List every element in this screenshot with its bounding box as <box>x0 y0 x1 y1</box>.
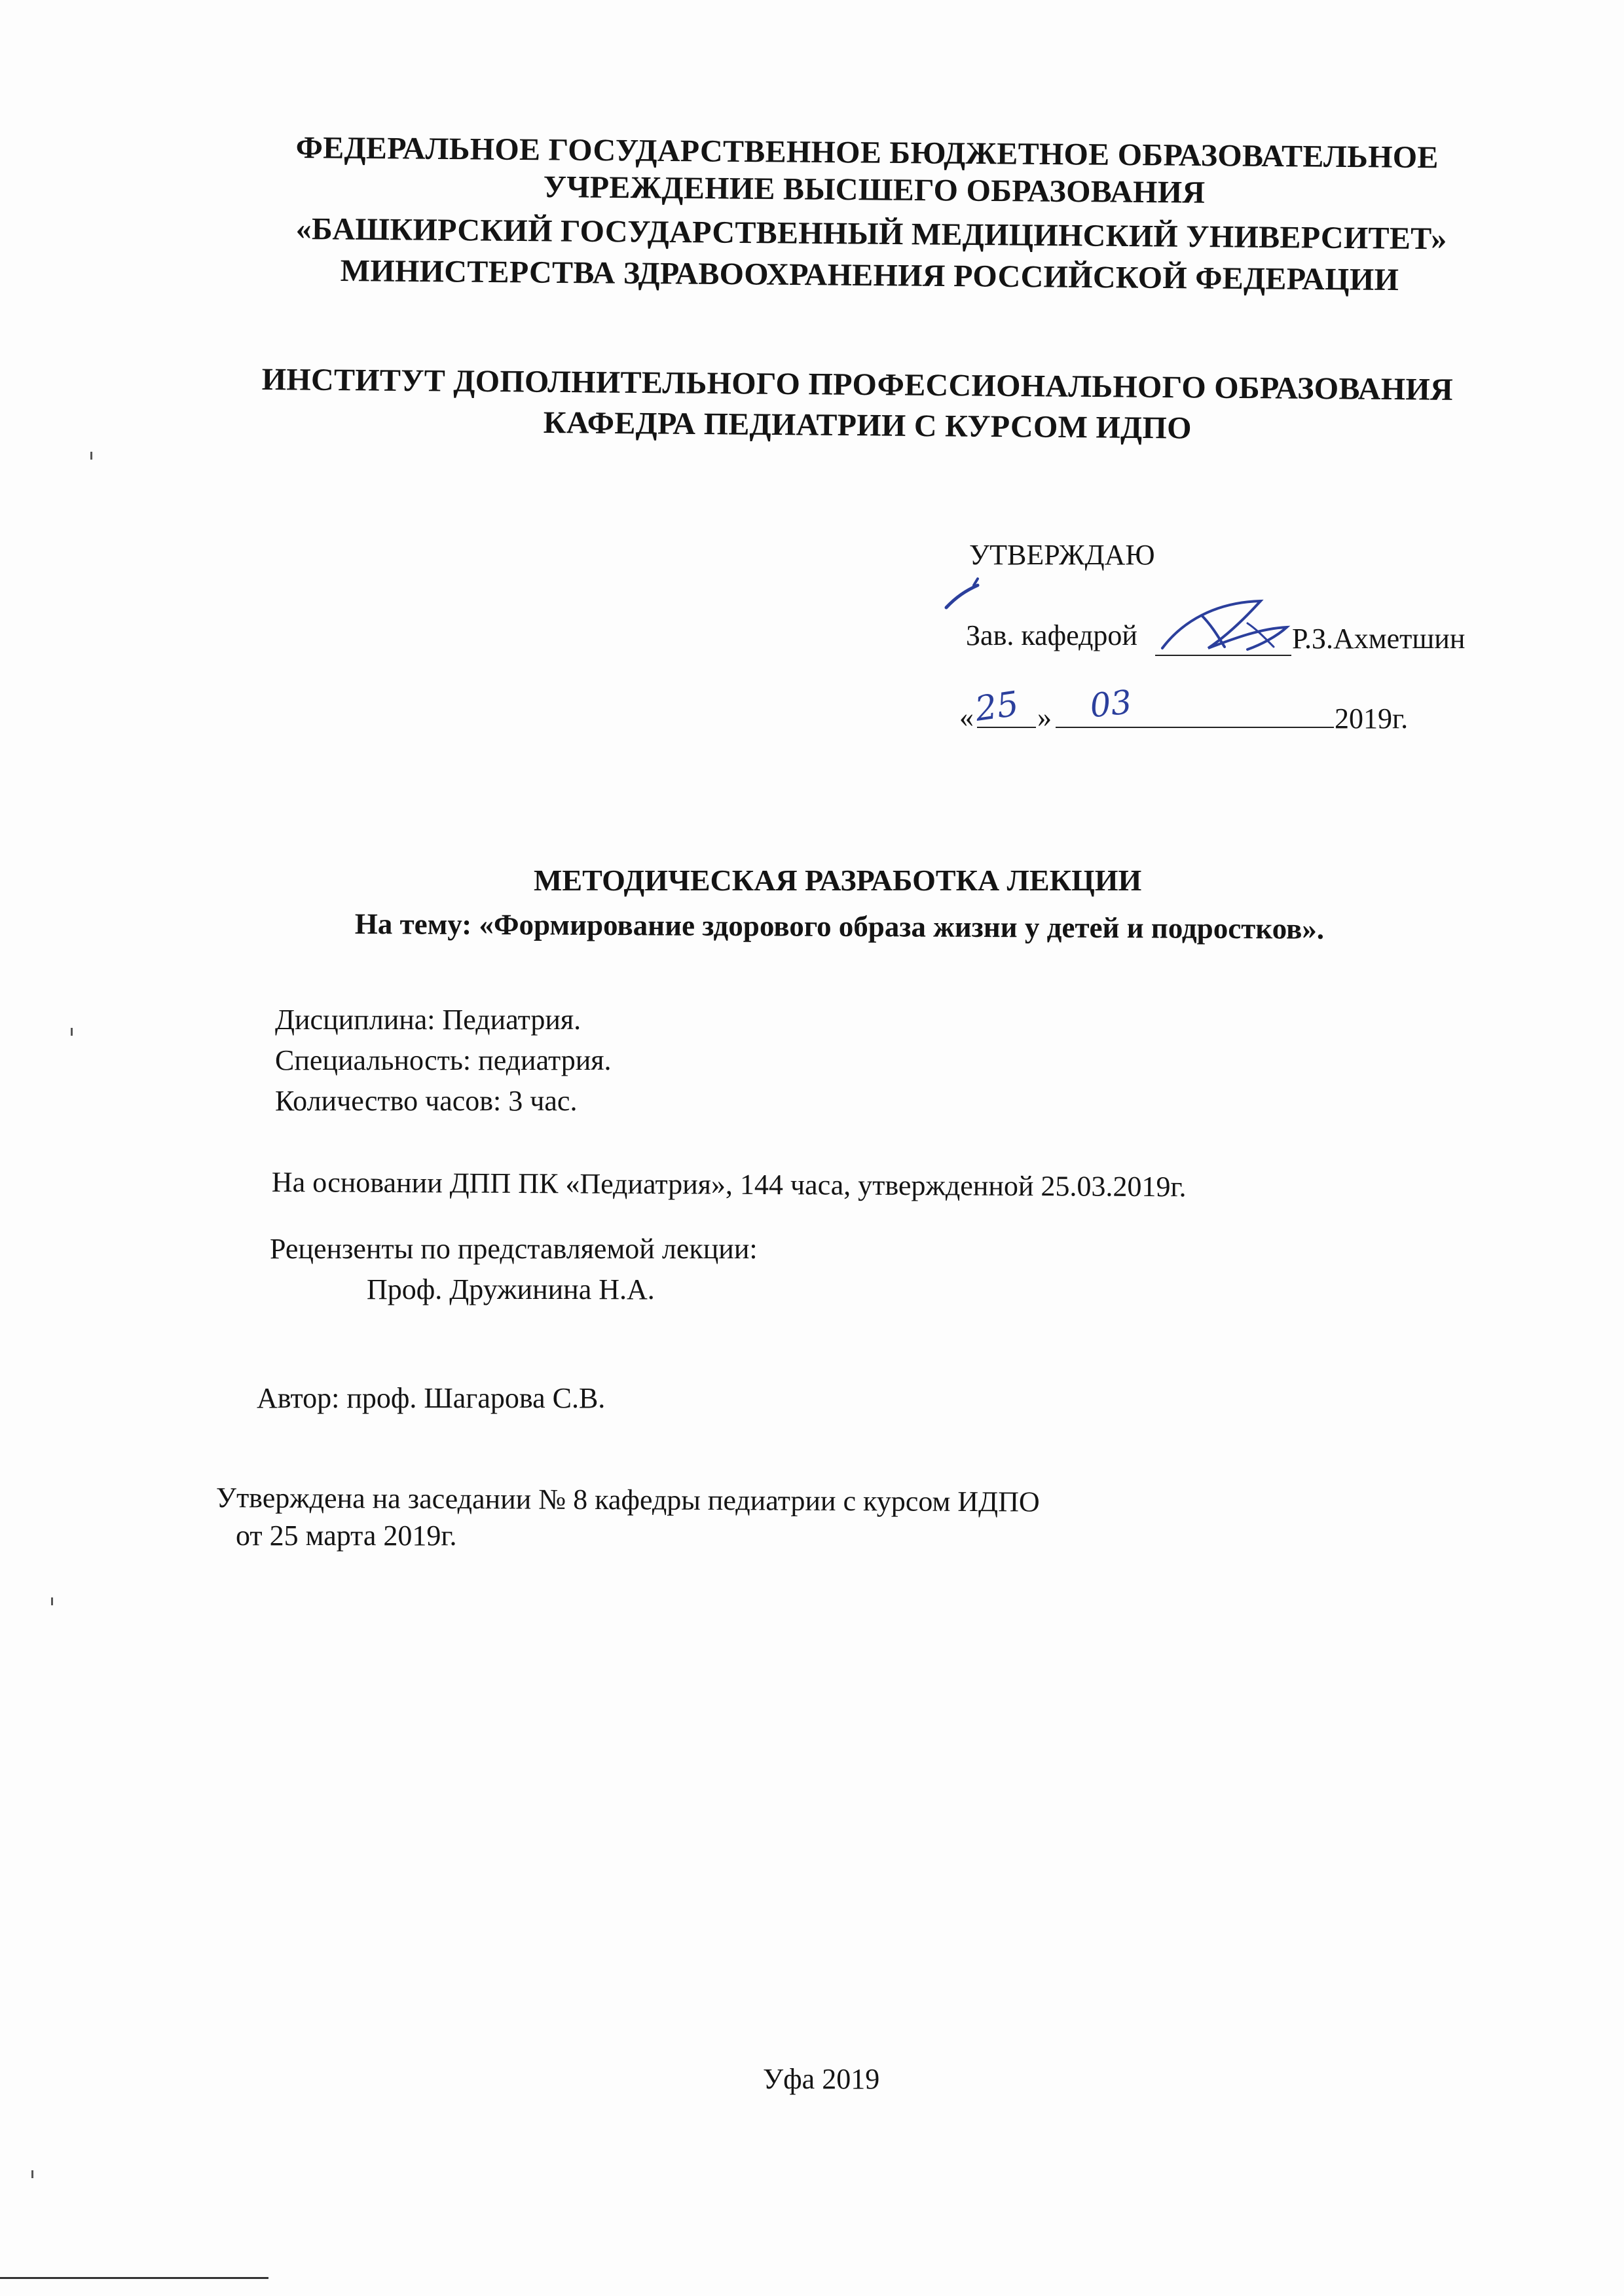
reviewers-label: Рецензенты по представляемой лекции: <box>270 1233 758 1265</box>
approved-line-2: от 25 марта 2019г. <box>236 1520 457 1552</box>
header-line-4: МИНИСТЕРСТВА ЗДРАВООХРАНЕНИЯ РОССИЙСКОЙ ФЕДЕРАЦИИ <box>340 253 1399 298</box>
handwritten-date <box>969 678 1166 730</box>
header-line-3: «БАШКИРСКИЙ ГОСУДАРСТВЕННЫЙ МЕДИЦИНСКИЙ УНИВЕРСИТЕТ» <box>295 211 1447 257</box>
handwritten-month: 03 <box>1088 683 1134 725</box>
signature-scribble <box>920 576 1306 668</box>
document-subtitle: На тему: «Формирование здорового образа жизни у детей и подростков». <box>354 907 1325 945</box>
institute-line-1: ИНСТИТУТ ДОПОЛНИТЕЛЬНОГО ПРОФЕССИОНАЛЬНОГО ОБРАЗОВАНИЯ <box>261 361 1454 407</box>
basis-text: На основании ДПП ПК «Педиатрия», 144 часа, утвержденной 25.03.2019г. <box>271 1166 1187 1203</box>
scan-speck <box>51 1597 53 1605</box>
scan-edge-line <box>0 2277 268 2279</box>
header-line-1: ФЕДЕРАЛЬНОЕ ГОСУДАРСТВЕННОЕ БЮДЖЕТНОЕ ОБРАЗОВАТЕЛЬНОЕ <box>295 130 1439 175</box>
scan-speck <box>71 1028 73 1036</box>
handwritten-day: 25 <box>972 684 1022 729</box>
approval-title: УТВЕРЖДАЮ <box>969 539 1155 571</box>
approval-name: Р.З.Ахметшин <box>1292 623 1466 655</box>
specialty-text: Специальность: педиатрия. <box>275 1044 612 1076</box>
institute-line-2: КАФЕДРА ПЕДИАТРИИ С КУРСОМ ИДПО <box>543 405 1192 446</box>
discipline-text: Дисциплина: Педиатрия. <box>275 1004 581 1036</box>
hours-text: Количество часов: 3 час. <box>275 1085 578 1117</box>
scan-speck <box>31 2170 33 2178</box>
date-open-quote: « <box>959 701 974 733</box>
reviewer-name: Проф. Дружинина Н.А. <box>367 1273 655 1305</box>
date-close-quote: » <box>1037 701 1052 733</box>
approval-year: 2019г. <box>1335 702 1409 735</box>
header-line-2: УЧРЕЖДЕНИЕ ВЫСШЕГО ОБРАЗОВАНИЯ <box>543 169 1206 210</box>
author-text: Автор: проф. Шагарова С.В. <box>257 1382 606 1414</box>
document-title: МЕТОДИЧЕСКАЯ РАЗРАБОТКА ЛЕКЦИИ <box>534 864 1142 897</box>
city-year: Уфа 2019 <box>763 2063 880 2095</box>
scan-speck <box>90 452 92 460</box>
approval-role: Зав. кафедрой <box>966 619 1137 651</box>
approved-line-1: Утверждена на заседании № 8 кафедры педиатрии с курсом ИДПО <box>215 1482 1040 1518</box>
